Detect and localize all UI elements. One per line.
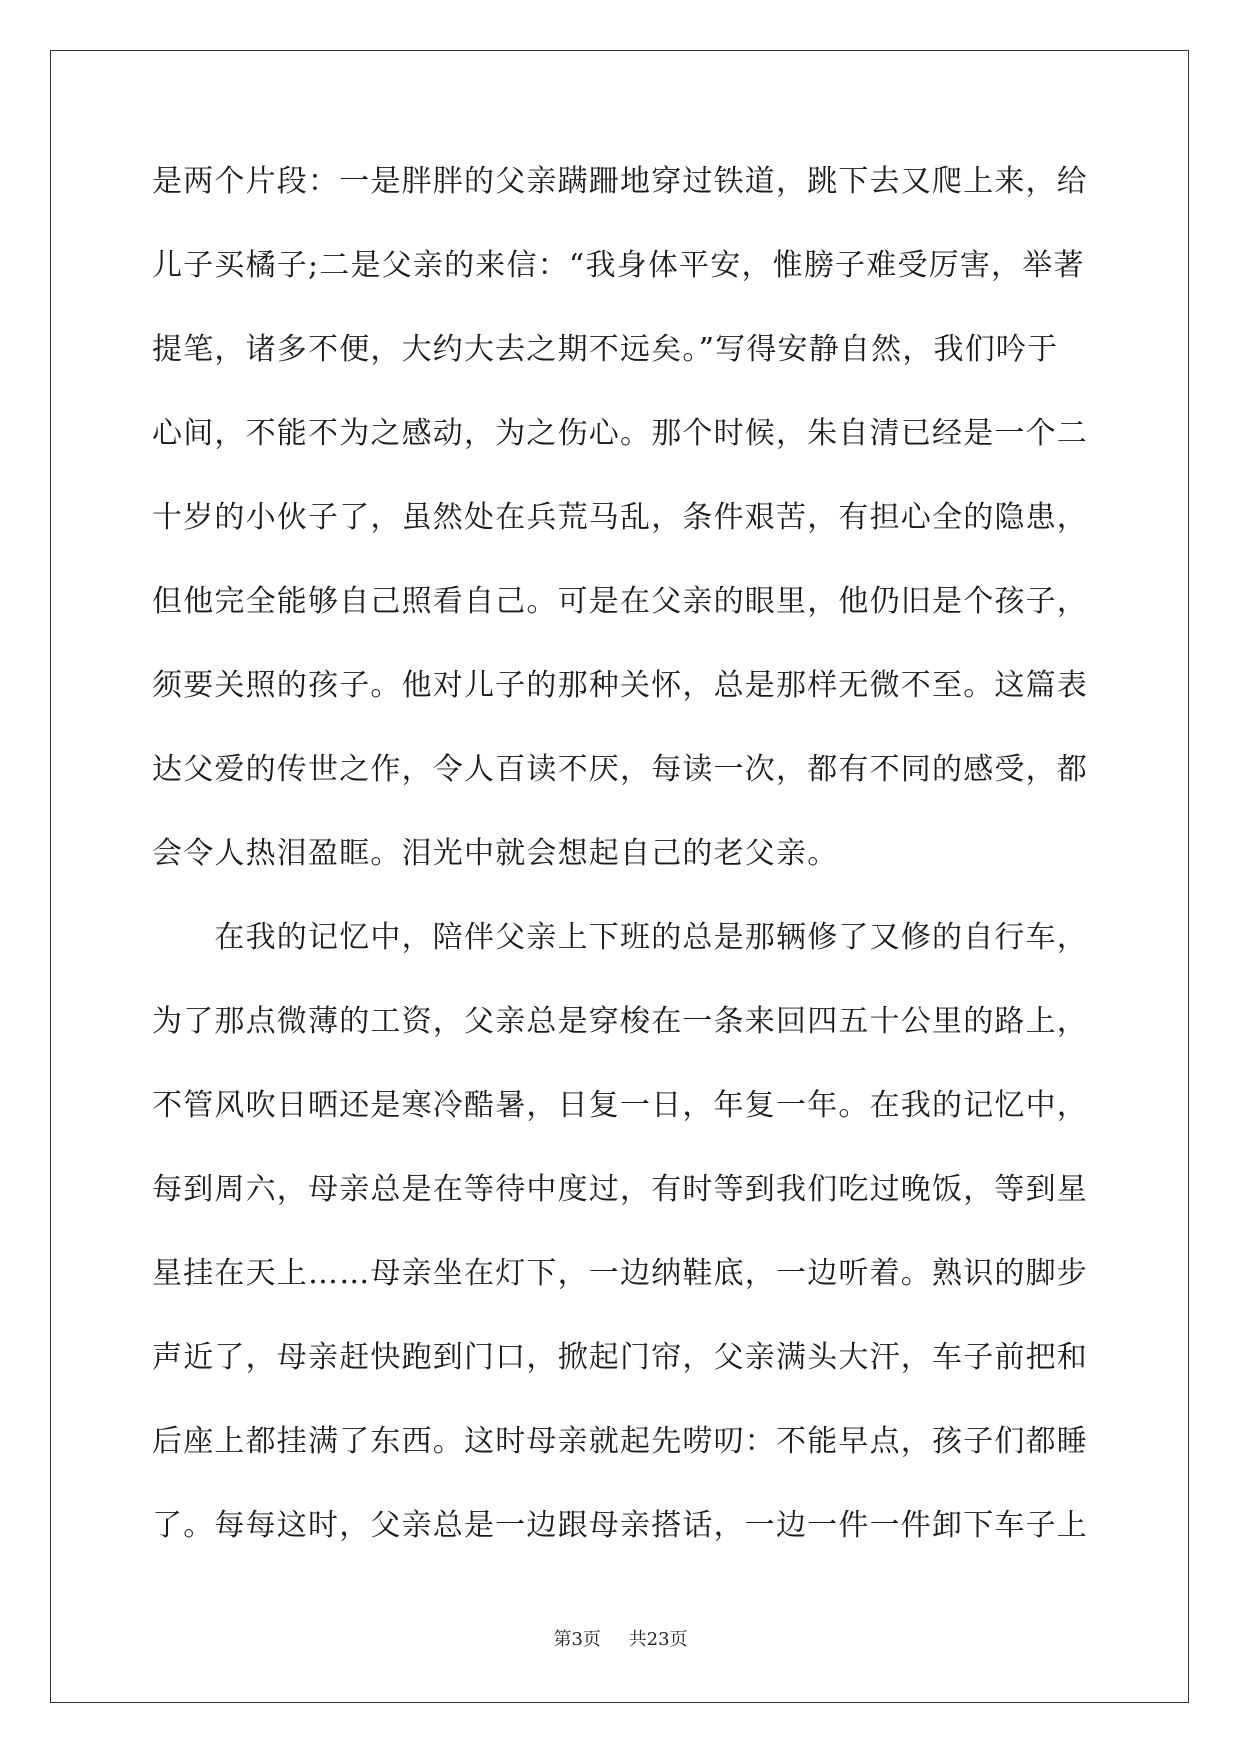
text-line: 达父爱的传世之作，令人百读不厌，每读一次，都有不同的感受，都 — [152, 752, 1088, 787]
text-line: 星挂在天上……母亲坐在灯下，一边纳鞋底，一边听着。熟识的脚步 — [152, 1256, 1088, 1291]
text-line: 不管风吹日晒还是寒冷酷暑，日复一日，年复一年。在我的记忆中， — [152, 1088, 1088, 1123]
text-line: 须要关照的孩子。他对儿子的那种关怀，总是那样无微不至。这篇表 — [152, 668, 1088, 703]
text-line: 会令人热泪盈眶。泪光中就会想起自己的老父亲。 — [152, 836, 839, 871]
page-number-total: 共23页 — [628, 1629, 688, 1650]
text-line: 后座上都挂满了东西。这时母亲就起先唠叨：不能早点，孩子们都睡 — [152, 1424, 1088, 1459]
text-line: 心间，不能不为之感动，为之伤心。那个时候，朱自清已经是一个二 — [152, 416, 1088, 451]
page-number-current: 第3页 — [553, 1629, 601, 1650]
text-line: 声近了，母亲赶快跑到门口，掀起门帘，父亲满头大汗，车子前把和 — [152, 1340, 1088, 1375]
text-line: 儿子买橘子;二是父亲的来信：“我身体平安，惟膀子难受厉害，举著 — [152, 248, 1085, 283]
text-line: 是两个片段：一是胖胖的父亲蹒跚地穿过铁道，跳下去又爬上来，给 — [152, 164, 1088, 199]
document-body — [152, 160, 1089, 1588]
text-line: 每到周六，母亲总是在等待中度过，有时等到我们吃过晚饭，等到星 — [152, 1172, 1088, 1207]
text-line: 了。每每这时，父亲总是一边跟母亲搭话，一边一件一件卸下车子上 — [152, 1508, 1088, 1543]
text-line: 十岁的小伙子了，虽然处在兵荒马乱，条件艰苦，有担心全的隐患， — [152, 500, 1088, 535]
text-line: 提笔，诸多不便，大约大去之期不远矣。”写得安静自然，我们吟于 — [152, 332, 1059, 367]
text-line: 为了那点微薄的工资，父亲总是穿梭在一条来回四五十公里的路上， — [152, 1004, 1088, 1039]
page-footer — [0, 1625, 1241, 1651]
text-line: 在我的记忆中，陪伴父亲上下班的总是那辆修了又修的自行车， — [152, 920, 1088, 955]
text-line: 但他完全能够自己照看自己。可是在父亲的眼里，他仍旧是个孩子， — [152, 584, 1088, 619]
